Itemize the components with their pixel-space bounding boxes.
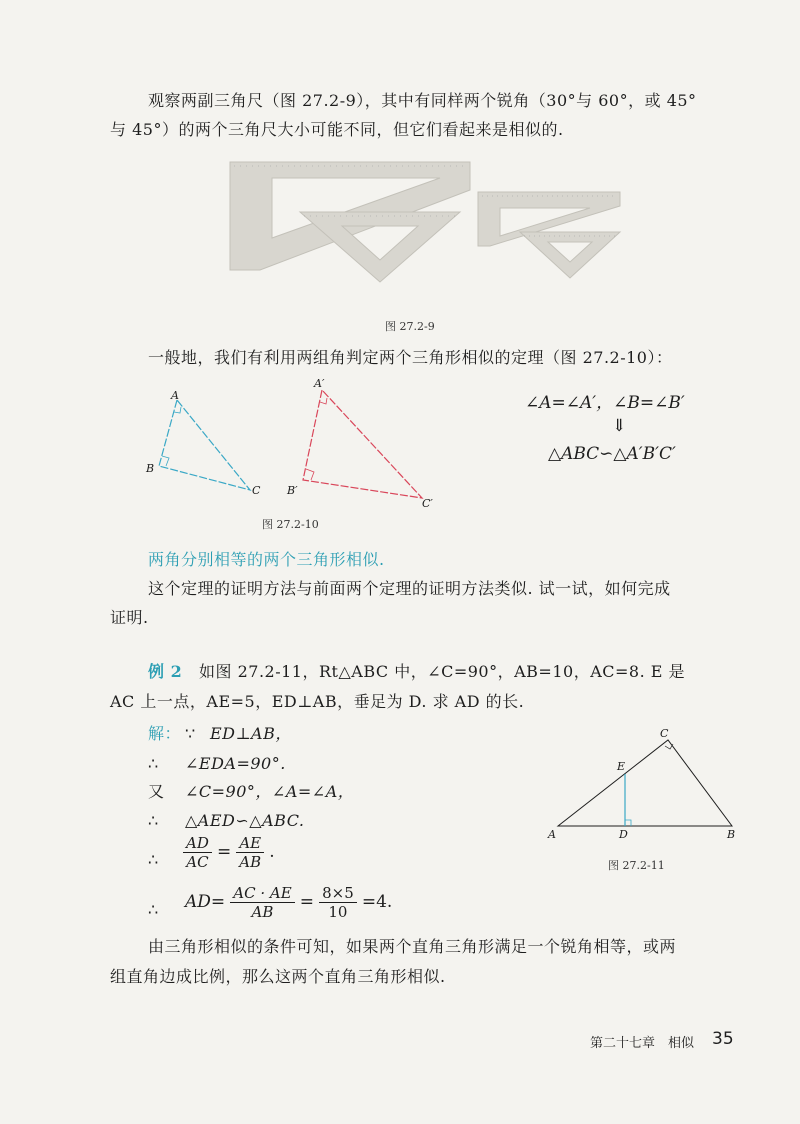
label-a-prime: A′	[314, 377, 325, 390]
ratio-equation	[183, 834, 275, 871]
step2: ∠EDA=90°.	[185, 754, 286, 773]
example-label: 例 2	[148, 662, 183, 681]
label-c-prime: C′	[422, 497, 433, 510]
implies-arrow: ⇓	[612, 416, 627, 436]
step4: △AED∽△ABC.	[185, 811, 305, 830]
triangle-abc	[159, 400, 250, 490]
theorem-statement: 两角分别相等的两个三角形相似.	[148, 550, 385, 569]
para4-line2: 组直角边成比例，那么这两个直角三角形相似.	[110, 967, 446, 986]
triangle-a2b2c2	[303, 390, 422, 498]
frac-num: 8×5	[319, 884, 357, 903]
footer-chapter: 第二十七章	[590, 1036, 656, 1051]
step1: ED⊥AB，	[210, 724, 292, 743]
angle-mark-a	[174, 407, 181, 413]
para1-line1: 观察两副三角尺（图 27.2-9），其中有同样两个锐角（30°与 60°，或 45°	[148, 91, 697, 110]
label-b-prime: B′	[287, 484, 298, 497]
frac-num: AC · AE	[230, 884, 294, 903]
fig11-right-triangle	[540, 728, 740, 843]
period: .	[269, 842, 275, 862]
therefore-symbol-1: ∴	[148, 754, 159, 773]
equals-sign: =	[299, 892, 314, 912]
frac-den: AC	[186, 853, 209, 871]
fraction-acae-ab	[230, 884, 294, 921]
fig11-label-b: B	[727, 828, 736, 841]
para3-line1: 这个定理的证明方法与前面两个定理的证明方法类似. 试一试，如何完成	[148, 579, 671, 598]
set-squares-figure	[220, 150, 640, 290]
angle-conditions: ∠A=∠A′，∠B=∠B′	[525, 393, 685, 413]
page-number: 35	[712, 1029, 734, 1049]
step3: ∠C=90°，∠A=∠A，	[185, 782, 355, 801]
para2: 一般地，我们有利用两组角判定两个三角形相似的定理（图 27.2-10）：	[148, 348, 673, 367]
label-c: C	[252, 484, 261, 497]
angle-mark-b	[162, 456, 169, 466]
because-symbol: ∵	[185, 724, 196, 743]
ad-computation	[185, 884, 392, 921]
right-angle-mark-d	[625, 820, 631, 826]
fraction-ae-ab	[236, 834, 264, 871]
frac-den: AB	[251, 903, 274, 921]
label-a: A	[171, 389, 179, 402]
example-line1: 如图 27.2-11，Rt△ABC 中，∠C=90°，AB=10，AC=8. E 是	[199, 662, 686, 681]
fraction-numeric	[319, 884, 357, 921]
footer-title: 相似	[668, 1036, 695, 1051]
fig10-caption: 图 27.2-10	[262, 518, 319, 531]
therefore-symbol-2: ∴	[148, 811, 159, 830]
also-label: 又	[148, 782, 165, 801]
angle-mark-b2	[306, 469, 314, 480]
solution-label: 解：	[148, 724, 182, 743]
para1-line2: 与 45°）的两个三角尺大小可能不同，但它们看起来是相似的.	[110, 120, 564, 139]
therefore-symbol-4: ∴	[148, 900, 159, 919]
fig11-label-c: C	[660, 727, 669, 740]
triangle-abc-right	[558, 740, 732, 826]
therefore-symbol-3: ∴	[148, 850, 159, 869]
label-b: B	[146, 462, 155, 475]
para4-line1: 由三角形相似的条件可知，如果两个直角三角形满足一个锐角相等，或两	[148, 937, 677, 956]
fig11-label-e: E	[617, 760, 626, 773]
ad-lhs: AD=	[185, 892, 226, 912]
similarity-conclusion: △ABC∽△A′B′C′	[548, 444, 676, 464]
frac-num: AD	[183, 834, 212, 853]
angle-mark-a2	[320, 398, 327, 404]
fraction-ad-ac	[183, 834, 212, 871]
frac-num: AE	[236, 834, 264, 853]
set-square-small-45	[520, 232, 620, 278]
fig11-label-a: A	[548, 828, 556, 841]
fig11-caption: 图 27.2-11	[608, 859, 665, 872]
fig11-label-d: D	[619, 828, 628, 841]
set-square-large-45	[300, 212, 460, 282]
result: =4.	[361, 892, 393, 912]
fig9-caption: 图 27.2-9	[385, 320, 435, 333]
frac-den: 10	[328, 903, 348, 921]
equals-sign: =	[216, 842, 232, 862]
example-line2: AC 上一点，AE=5，ED⊥AB，垂足为 D. 求 AD 的长.	[110, 692, 525, 711]
frac-den: AB	[239, 853, 262, 871]
para3-line2: 证明.	[110, 608, 149, 627]
